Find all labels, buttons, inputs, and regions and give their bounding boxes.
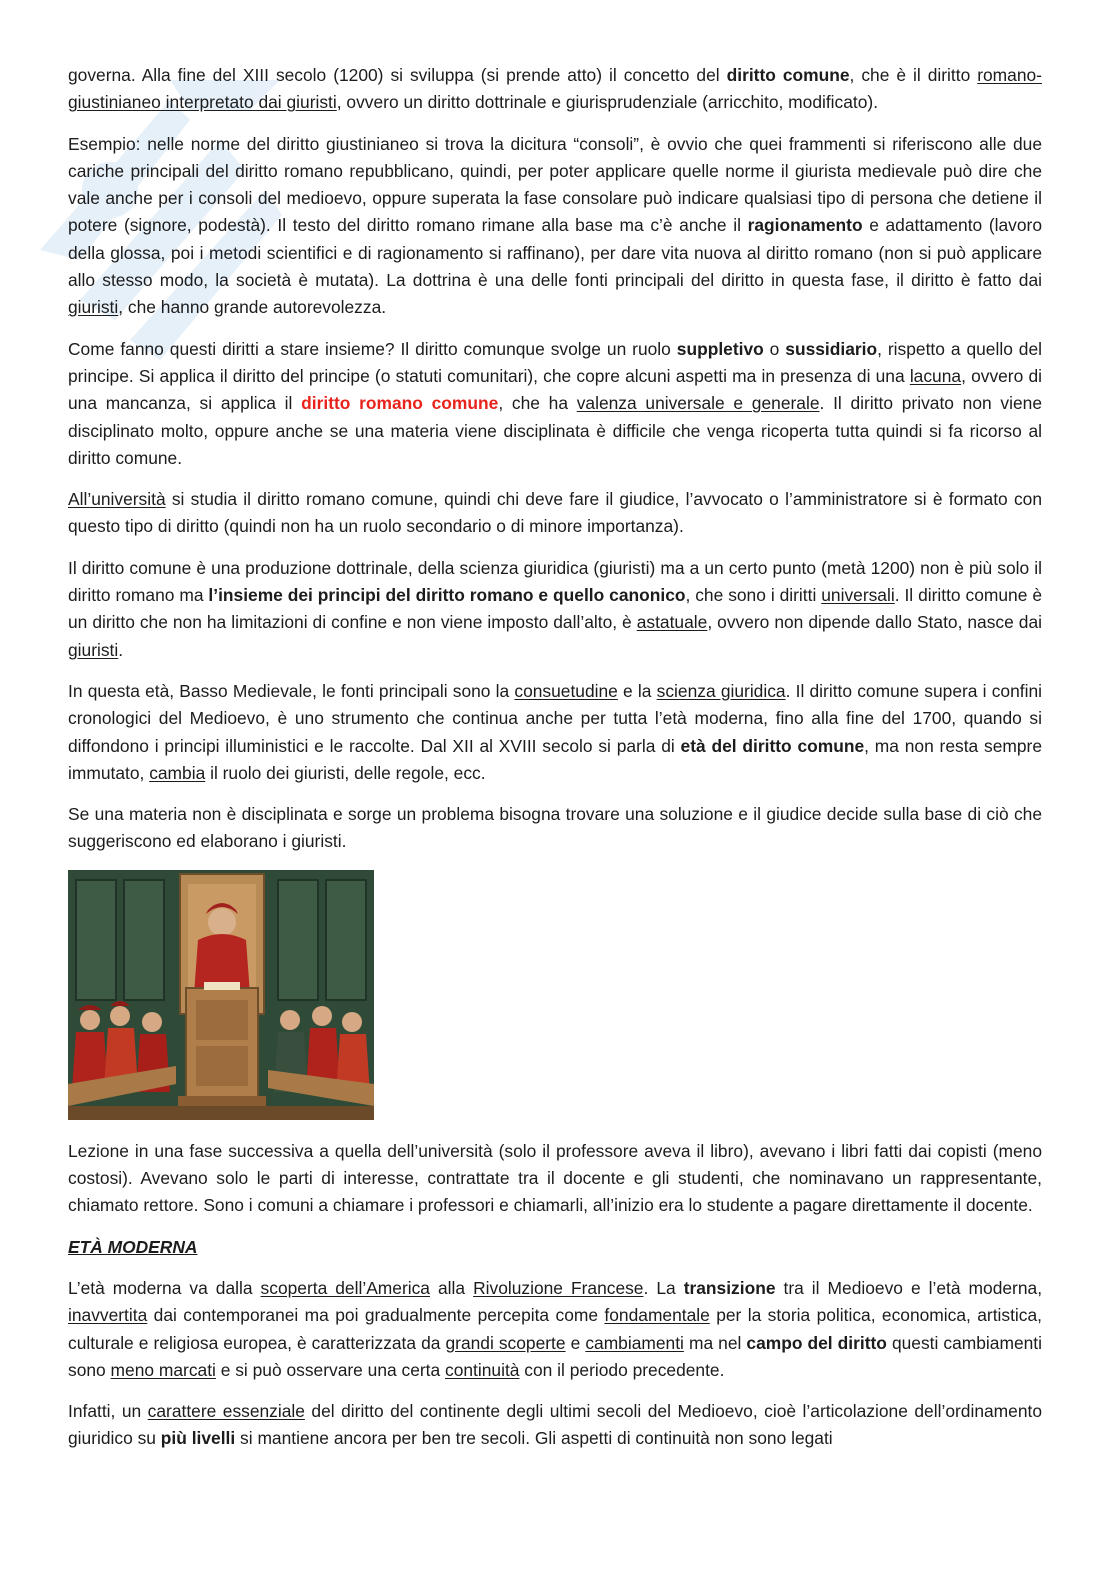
paragraph-8: Lezione in una fase successiva a quella dell’università (solo il professore aveva il libro), avevano i libri fatti dai copisti (meno costosi). Avevano solo le parti di interesse, contrattate tra il docente e gli studenti, che nominavano un rappresentante, chiamato rettore. Sono i comuni a chiamare i professori e chiamarli, all’inizio era lo studente a pagare direttamente il docente. xyxy=(68,1140,1042,1216)
paragraph-2: Esempio: nelle norme del diritto giustinianeo si trova la dicitura “consoli”, è ovvio che quei frammenti si riferiscono alle due cariche principali del diritto romano repubblicano, quindi, per poter applicare quelle norme il giurista medievale può dire che vale anche per i consoli del medioevo, oppure superata la fase consolare può indicare qualsiasi tipo di persona che detiene il potere (signore, podestà). Il testo del diritto romano rimane alla base ma c’è anche il ragionamento e adattamento (lavoro della glossa, poi i metodi scientifici e di ragionamento si raffinano), per dare vita nuova al diritto romano (non si può applicare allo stesso modo, la società è mutata). La dottrina è una delle fonti principali del diritto in questa fase, il diritto è fatto dai giuristi, che hanno grande autorevolezza. xyxy=(68,133,1042,318)
paragraph-1: governa. Alla fine del XIII secolo (1200) si sviluppa (si prende atto) il concetto del diritto comune, che è il diritto romano-giustinianeo interpretato dai giuristi, ovvero un diritto dottrinale e giurisprudenziale (arricchito, modificato). xyxy=(68,65,1042,113)
paragraph-5: Il diritto comune è una produzione dottrinale, della scienza giuridica (giuristi) ma a un certo punto (metà 1200) non è più solo il diritto romano ma l’insieme dei principi del diritto romano e quello canonico, che sono i diritti universali. Il diritto comune è un diritto che non ha limitazioni di confine e non viene imposto dall’alto, è astatuale, ovvero non dipende dallo Stato, nasce dai giuristi. xyxy=(68,557,1042,660)
section-heading: ETÀ MODERNA xyxy=(68,1236,198,1257)
medieval-lecture-illustration xyxy=(68,870,374,1120)
paragraph-6: In questa età, Basso Medievale, le fonti principali sono la consuetudine e la scienza giuridica. Il diritto comune supera i confini cronologici del Medioevo, è uno strumento che continua anche per tutta l’età moderna, fino alla fine del 1700, quando si diffondono i principi illuministici e le raccolte. Dal XII al XVIII secolo si parla di età del diritto comune, ma non resta sempre immutato, cambia il ruolo dei giuristi, delle regole, ecc. xyxy=(68,680,1042,783)
paragraph-4: All’università si studia il diritto romano comune, quindi chi deve fare il giudice, l’avvocato o l’amministratore si è formato con questo tipo di diritto (quindi non ha un ruolo secondario o di minore importanza). xyxy=(68,489,1042,537)
lecture-painting xyxy=(68,870,374,1120)
paragraph-10: Infatti, un carattere essenziale del diritto del continente degli ultimi secoli del Medioevo, cioè l’articolazione dell’ordinamento giuridico su più livelli si mantiene ancora per ben tre secoli. Gli aspetti di continuità non sono legati xyxy=(68,1401,1042,1449)
red-highlight: diritto romano comune xyxy=(301,393,499,414)
paragraph-9: L’età moderna va dalla scoperta dell’America alla Rivoluzione Francese. La transizione tra il Medioevo e l’età moderna, inavvertita dai contemporanei ma poi gradualmente percepita come fondamentale per la storia politica, economica, artistica, culturale e religiosa europea, è caratterizzata da grandi scoperte e cambiamenti ma nel campo del diritto questi cambiamenti sono meno marcati e si può osservare una certa continuità con il periodo precedente. xyxy=(68,1277,1043,1380)
paragraph-3: Come fanno questi diritti a stare insieme? Il diritto comunque svolge un ruolo suppletivo o sussidiario, rispetto a quello del principe. Si applica il diritto del principe (o statuti comunitari), che copre alcuni aspetti ma in presenza di una lacuna, ovvero di una mancanza, si applica il diritto romano comune, che ha valenza universale e generale. Il diritto privato non viene disciplinato molto, oppure anche se una materia viene disciplinata è difficile che venga ricoperta tutta quindi si fa ricorso al diritto comune. xyxy=(68,338,1043,468)
paragraph-7: Se una materia non è disciplinata e sorge un problema bisogna trovare una soluzione e il giudice decide sulla base di ciò che suggeriscono ed elaborano i giuristi. xyxy=(68,804,1042,852)
document-page xyxy=(68,62,1042,1467)
